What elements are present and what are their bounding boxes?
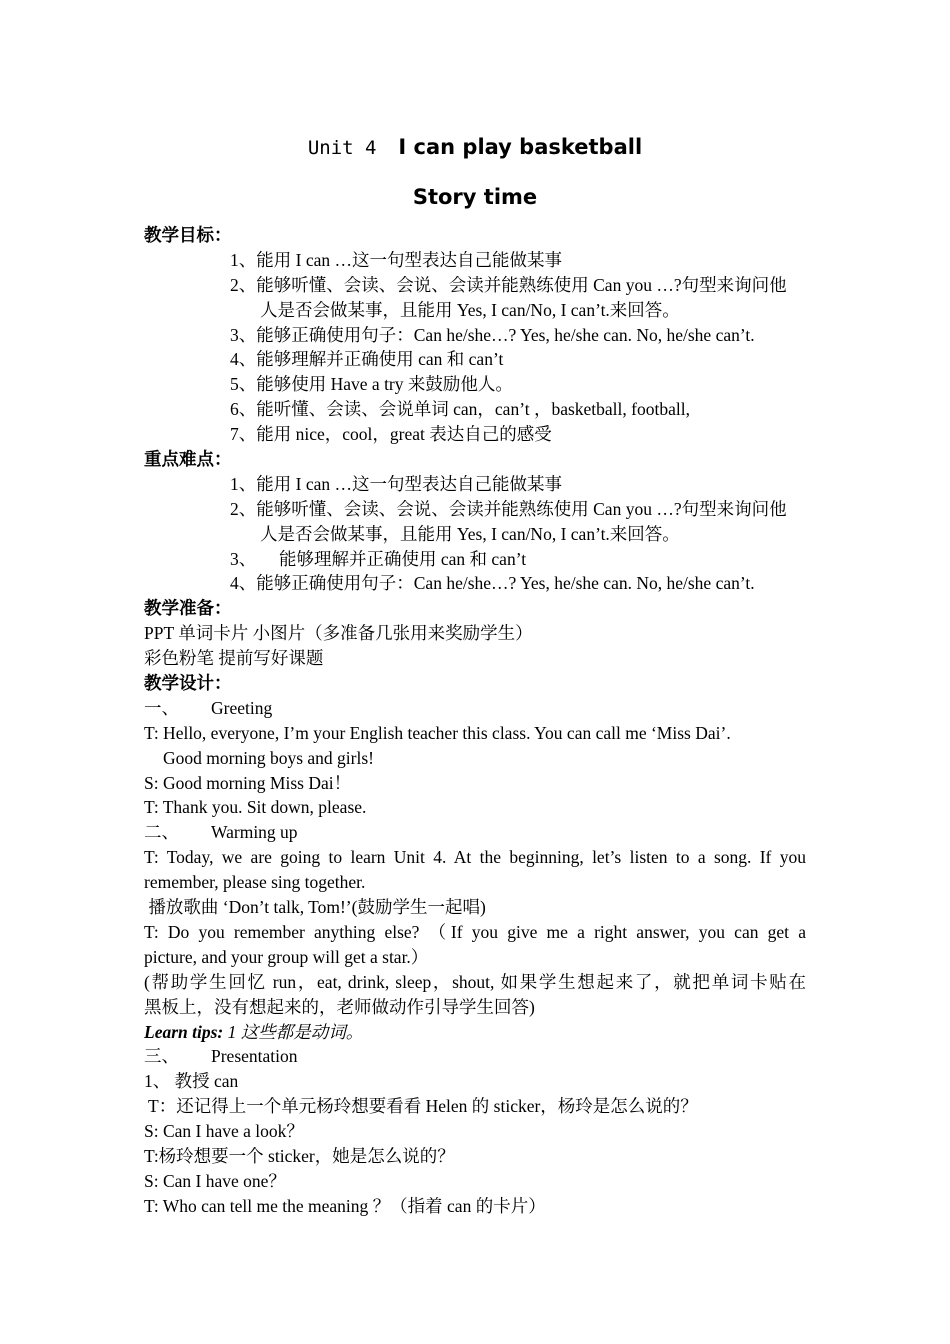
learn-tips-text: 1 这些都是动词。 <box>223 1021 364 1042</box>
dialogue-line-continued: picture, and your group will get a star.） <box>144 946 429 967</box>
lesson-content <box>144 223 806 1219</box>
section-label: Warming up <box>211 822 298 843</box>
teacher-note-continued: 黑板上，没有想起来的，老师做动作引导学生回答) <box>144 996 535 1017</box>
objective-item: 2、能够听懂、会读、会说、会读并能熟练使用 Can you …?句型来询问他 <box>230 274 787 295</box>
subtitle: Story time <box>412 185 538 209</box>
section-warming-heading <box>144 820 806 845</box>
dialogue-line: S: Can I have one？ <box>144 1170 286 1191</box>
design-heading: 教学设计： <box>144 673 232 694</box>
preparation-item: PPT 单词卡片 小图片（多准备几张用来奖励学生） <box>144 623 533 644</box>
objective-item: 4、能够理解并正确使用 can 和 can’t <box>230 349 504 370</box>
objective-item: 6、能听懂、会读、会说单词 can，can’t ，basketball, football, <box>230 399 690 420</box>
learn-tips-label: Learn tips: <box>144 1021 224 1042</box>
objective-item: 7、能用 nice，cool，great 表达自己的感受 <box>230 424 552 445</box>
dialogue-line: T: Who can tell me the meaning ？（指着 can 的卡片） <box>144 1195 546 1216</box>
dialogue-line: T：还记得上一个单元杨玲想要看看 Helen 的 sticker，杨玲是怎么说的？ <box>144 1096 698 1117</box>
dialogue-line: T:杨玲想要一个 sticker，她是怎么说的？ <box>144 1145 455 1166</box>
key-point-item <box>144 547 806 572</box>
unit-number: Unit 4 <box>307 137 377 159</box>
preparation-heading: 教学准备： <box>144 598 232 619</box>
key-point-item: 1、能用 I can …这一句型表达自己能做某事 <box>230 473 562 494</box>
dialogue-line: T: Do you remember anything else? （If you give me a right answer, you can get a <box>144 921 806 942</box>
preparation-item: 彩色粉笔 提前写好课题 <box>144 648 324 669</box>
learn-tips <box>144 1020 806 1045</box>
dialogue-line-continued: remember, please sing together. <box>144 872 366 893</box>
section-greeting-heading <box>144 696 806 721</box>
objective-item: 5、能够使用 Have a try 来鼓励他人。 <box>230 374 513 395</box>
dialogue-line: T: Thank you. Sit down, please. <box>144 797 367 818</box>
unit-name: I can play basketball <box>398 135 643 159</box>
section-number: 一、 <box>144 697 179 718</box>
dialogue-line: S: Can I have a look？ <box>144 1121 304 1142</box>
unit-title <box>0 135 950 159</box>
dialogue-line: T: Today, we are going to learn Unit 4. At the beginning, let’s listen to a song. If you <box>144 847 806 868</box>
dialogue-line-continued: Good morning boys and girls! <box>163 747 374 768</box>
objectives-heading: 教学目标： <box>144 225 232 245</box>
key-points-heading: 重点难点： <box>144 449 232 470</box>
section-number: 三、 <box>144 1046 179 1067</box>
objective-item-continued: 人是否会做某事，且能用 Yes, I can/No, I can’t.来回答。 <box>260 299 680 320</box>
step-heading: 1、 教授 can <box>144 1071 239 1092</box>
activity-note: 播放歌曲 ‘Don’t talk, Tom!’(鼓励学生一起唱) <box>144 897 486 918</box>
key-point-item: 4、能够正确使用句子：Can he/she…? Yes, he/she can. No, he/she can’t. <box>230 573 755 594</box>
teacher-note: (帮助学生回忆 run，eat, drink, sleep，shout, 如果学生想起来了，就把单词卡贴在 <box>144 971 806 992</box>
dialogue-line: S: Good morning Miss Dai！ <box>144 772 352 793</box>
objective-item: 3、能够正确使用句子：Can he/she…? Yes, he/she can. No, he/she can’t. <box>230 324 755 345</box>
section-label: Presentation <box>211 1046 298 1067</box>
section-presentation-heading <box>144 1044 806 1069</box>
key-point-text: 能够理解并正确使用 can 和 can’t <box>279 548 527 569</box>
key-point-number: 3、 <box>230 548 257 569</box>
section-number: 二、 <box>144 822 179 843</box>
objective-item: 1、能用 I can …这一句型表达自己能做某事 <box>230 249 562 270</box>
dialogue-line: T: Hello, everyone, I’m your English teacher this class. You can call me ‘Miss Dai’. <box>144 722 731 743</box>
key-point-item-continued: 人是否会做某事，且能用 Yes, I can/No, I can’t.来回答。 <box>260 523 680 544</box>
section-label: Greeting <box>211 697 273 718</box>
key-point-item: 2、能够听懂、会读、会说、会读并能熟练使用 Can you …?句型来询问他 <box>230 498 787 519</box>
